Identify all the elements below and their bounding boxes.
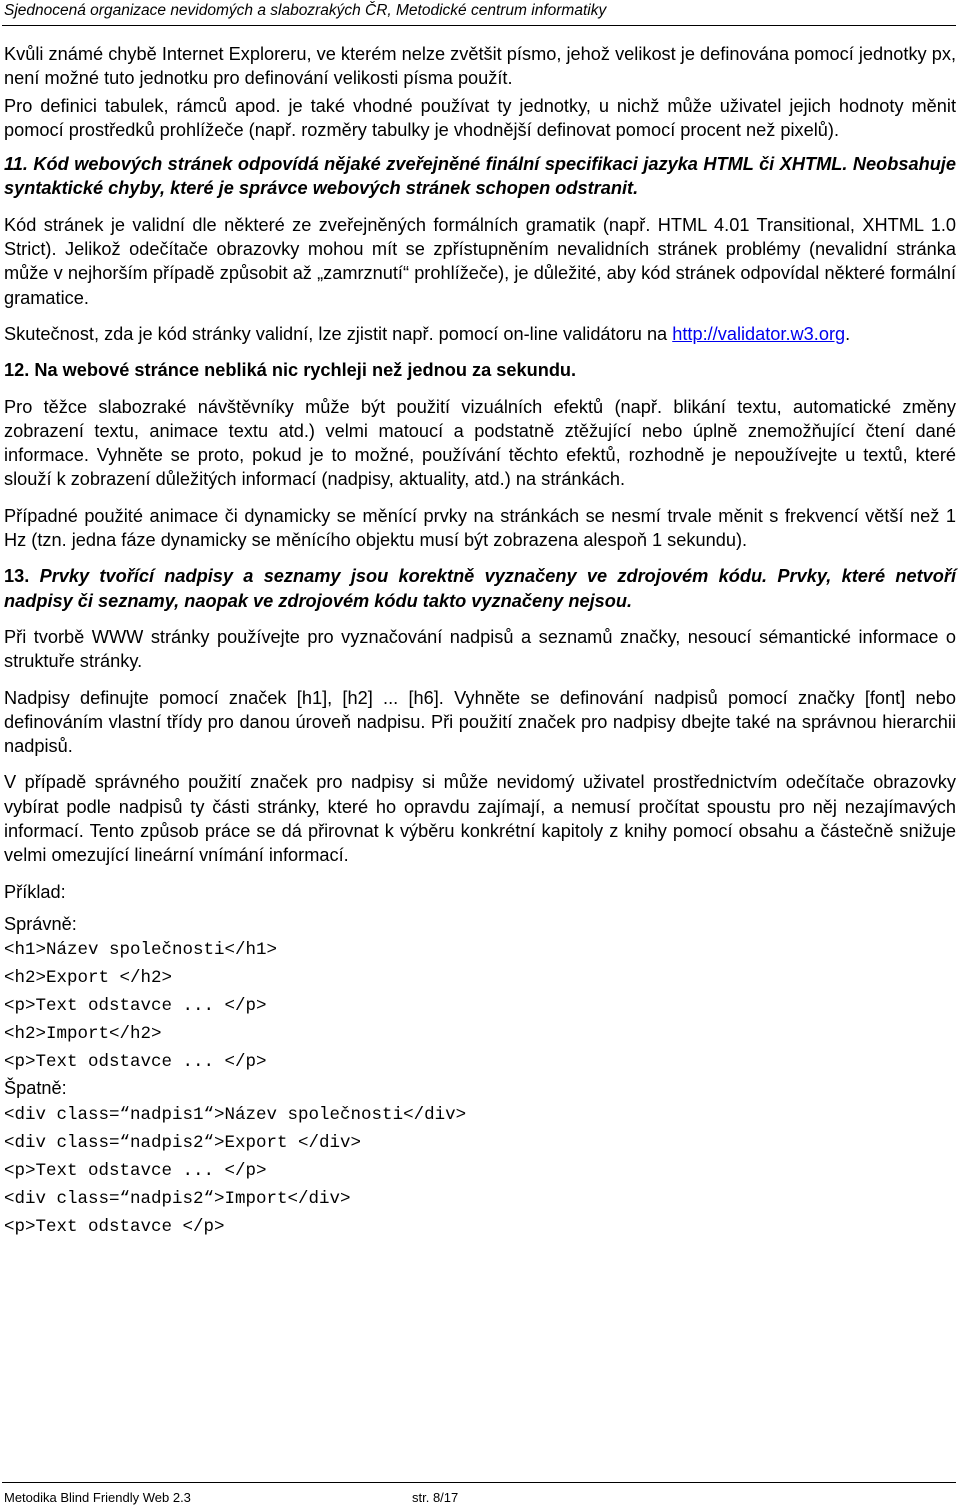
section-11-heading-rest: Neobsahuje syntaktické chyby, které je správce webových stránek schopen odstranit.: [4, 154, 956, 199]
code-line: <h2>Import</h2>: [4, 1024, 162, 1045]
section-12-paragraph-1: Pro těžce slabozraké návštěvníky může být použití vizuálních efektů (např. blikání textu, automatické změny zobrazení textu, animace textu atd.) velmi matoucí a podstatně ztěžující nebo úplně znemožňující čtení dané informace. Vyhněte se proto, pokud je to možné, používání těchto efektů, rozhodně je nepoužívejte u textů, které slouží k zobrazení důležitých informací (nadpisy, aktuality, atd.) na stránkách.: [4, 396, 956, 490]
footer-divider: [2, 1482, 956, 1483]
code-line: <div class=“nadpis2“>Import</div>: [4, 1188, 351, 1209]
section-11-paragraph-1: Kód stránek je validní dle některé ze zveřejněných formálních gramatik (např. HTML 4.01 Transitional, XHTML 1.0 Strict). Jelikož odečítače obrazovky mohou mít se zpřístupněním nevalidních stránek problémy (nevalidní stránka může v nejhorším případě způsobit až „zamrznutí“ prohlížeče), je důležité, aby kód stránek odpovídal některé formální gramatice.: [4, 214, 956, 308]
section-13-paragraph-1: Při tvorbě WWW stránky používejte pro vyznačování nadpisů a seznamů značky, nesoucí sémantické informace o struktuře stránky.: [4, 626, 956, 672]
page-header: Sjednocená organizace nevidomých a slabozrakých ČR, Metodické centrum informatiky: [4, 2, 607, 19]
section-11-heading: [4, 152, 956, 201]
code-line: <h1>Název společnosti</h1>: [4, 940, 278, 961]
code-line: <div class=“nadpis1“>Název společnosti</div>: [4, 1104, 467, 1125]
header-divider: [2, 25, 956, 26]
section-11-heading-italic: 11. Kód webových stránek odpovídá nějaké zveřejněné finální specifikaci jazyka HTML či XHTML.: [4, 154, 848, 175]
wrong-code-block: [4, 1101, 956, 1241]
section-12-heading: 12. Na webové stránce nebliká nic rychleji než jednou za sekundu.: [4, 360, 577, 381]
section-13-paragraph-2: Nadpisy definujte pomocí značek [h1], [h2] ... [h6]. Vyhněte se definování nadpisů pomocí značky [font] nebo definováním vlastní třídy pro danou úroveň nadpisu. Při použití značek pro nadpisy dbejte také na správnou hierarchii nadpisů.: [4, 687, 956, 757]
code-line: <p>Text odstavce ... </p>: [4, 1160, 267, 1181]
correct-label: Správně:: [4, 913, 77, 934]
example-label: Příklad:: [4, 881, 66, 902]
intro-paragraph-2: Pro definici tabulek, rámců apod. je také vhodné používat ty jednotky, u nichž může uživatel jejich hodnoty měnit pomocí prostředků prohlížeče (např. rozměry tabulky je vhodnější definovat pomocí procent než pixelů).: [4, 95, 956, 140]
section-11-paragraph-2-text: Skutečnost, zda je kód stránky validní, lze zjistit např. pomocí on-line validátoru na: [4, 323, 668, 344]
validator-link[interactable]: http://validator.w3.org: [672, 323, 846, 344]
document-body: [4, 42, 956, 1241]
page-number: str. 8/17: [412, 1490, 459, 1505]
intro-paragraph-1: Kvůli známé chybě Internet Exploreru, ve kterém nelze zvětšit písmo, jehož velikost je definována pomocí jednotky px, není možné tuto jednotku pro definování velikosti písma použít.: [4, 44, 956, 89]
correct-code-block: [4, 936, 956, 1076]
code-line: <div class=“nadpis2“>Export </div>: [4, 1132, 362, 1153]
code-line: <p>Text odstavce ... </p>: [4, 1052, 267, 1073]
section-13-paragraph-3: V případě správného použití značek pro nadpisy si může nevidomý uživatel prostřednictvím odečítače obrazovky vybírat podle nadpisů ty části stránky, které ho opravdu zajímají, a nemusí pročítat spoustu pro něj nezajímavých informací. Tento způsob práce se dá přirovnat k výběru konkrétní kapitoly z knihy pomocí obsahu a částečně snižuje velmi omezující lineární vnímání informací.: [4, 772, 956, 866]
footer-title: Metodika Blind Friendly Web 2.3: [4, 1490, 191, 1505]
section-13-heading-number: 13.: [4, 566, 30, 587]
section-11-paragraph-2: [4, 322, 956, 346]
section-13-heading-text: Prvky tvořící nadpisy a seznamy jsou korektně vyznačeny ve zdrojovém kódu. Prvky, které netvoří nadpisy či seznamy, naopak ve zdrojovém kódu takto vyznačeny nejsou.: [4, 566, 957, 611]
section-11-paragraph-2-end: .: [845, 323, 851, 344]
code-line: <p>Text odstavce ... </p>: [4, 996, 267, 1017]
section-13-heading: [4, 564, 956, 613]
code-line: <p>Text odstavce </p>: [4, 1216, 225, 1237]
section-12-paragraph-2: Případné použité animace či dynamicky se měnící prvky na stránkách se nesmí trvale měnit s frekvencí větší než 1 Hz (tzn. jedna fáze dynamicky se měnícího objektu musí být zobrazena alespoň 1 sekundu).: [4, 505, 956, 551]
code-line: <h2>Export </h2>: [4, 968, 173, 989]
wrong-label: Špatně:: [4, 1078, 67, 1099]
